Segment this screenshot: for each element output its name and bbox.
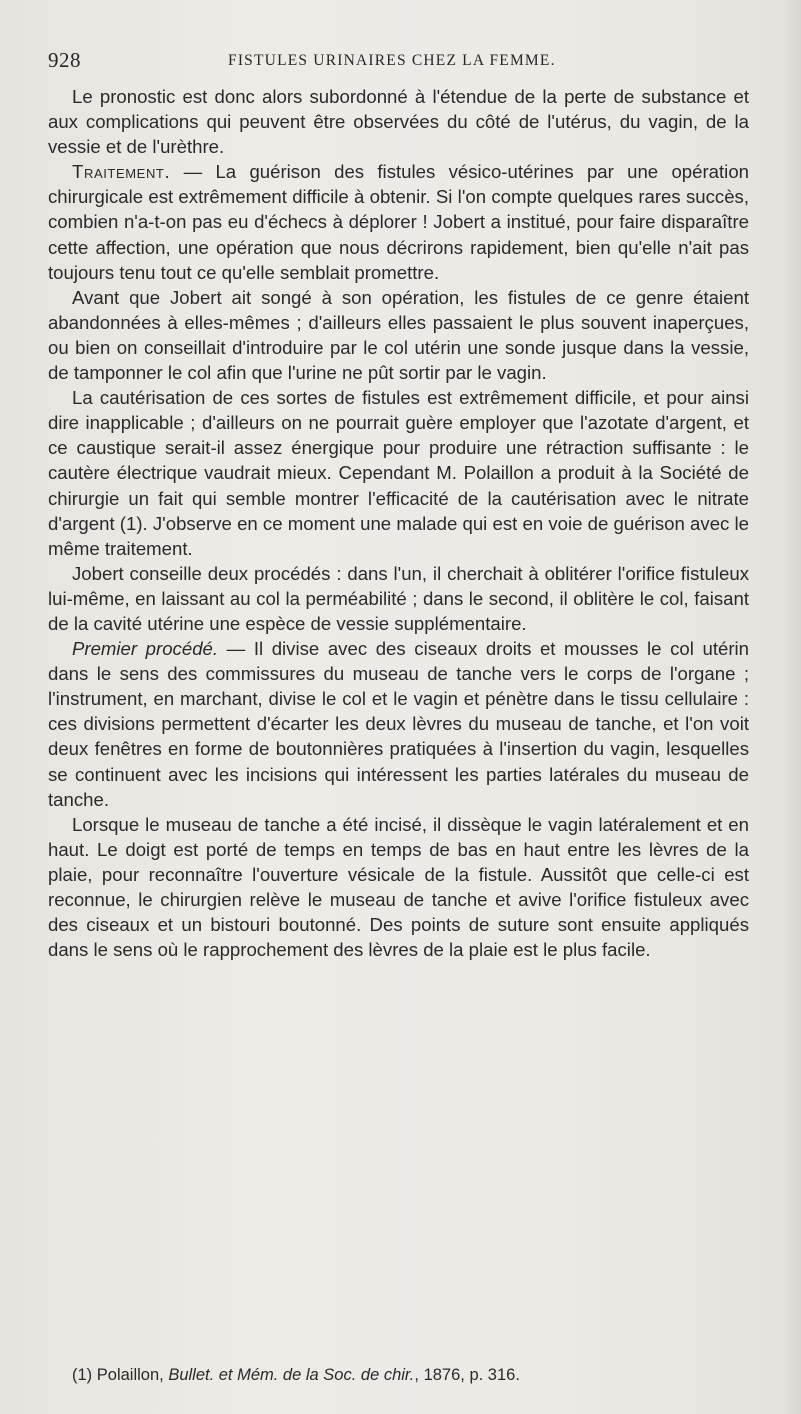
page-number: 928 (48, 48, 81, 72)
paragraph-traitement-text: — La guérison des fistules vésico-utérines par une opération chirurgicale est extrêmement difficile à obtenir. Si l'on compte quelques rares succès, combien n'a-t-on pas eu d'échecs à déplorer ! Jobert a institué, pour faire disparaître cette affection, une opération que nous décrirons rapidement, bien qu'elle n'ait pas toujours tenu tout ce qu'elle semblait promettre. (48, 161, 749, 283)
page-edge-shadow (783, 0, 801, 1414)
paragraph-cauterisation: La cautérisation de ces sortes de fistules est extrêmement difficile, et pour ainsi dire inapplicable ; d'ailleurs on ne pourrait guère employer que l'azotate d'argent, et ce caustique serait-il assez énergique pour produire une rétraction suffisante : le cautère électrique vaudrait mieux. Cependant M. Polaillon a produit à la Société de chirurgie un fait qui semble montrer l'efficacité de la cautérisation avec le nitrate d'argent (1). J'observe en ce moment une malade qui est en voie de guérison avec le même traitement. (48, 387, 749, 559)
body-text (48, 84, 749, 962)
footnote-marker: (1) (72, 1366, 93, 1384)
running-title: FISTULES URINAIRES CHEZ LA FEMME. (228, 52, 556, 69)
paragraph-museau-de-tanche: Lorsque le museau de tanche a été incisé, il dissèque le vagin latéralement et en haut. Le doigt est porté de temps en temps de bas en haut entre les lèvres de la plaie, pour reconnaître l'ouverture vésicale de la fistule. Aussitôt que celle-ci est reconnue, le chirurgien relève le museau de tanche et avive l'orifice fistuleux avec des ciseaux et un bistouri boutonné. Des points de suture sont ensuite appliqués dans le sens où le rapprochement des lèvres de la plaie est le plus facile. (48, 813, 749, 961)
footnote-reference: , 1876, p. 316. (414, 1366, 520, 1384)
paragraph-premier-procede (48, 636, 749, 812)
page-header (48, 48, 748, 78)
footnote-journal: Bullet. et Mém. de la Soc. de chir. (168, 1366, 415, 1384)
paragraph-pronostic: Le pronostic est donc alors subordonné à l'étendue de la perte de substance et aux complications qui peuvent être observées du côté de l'utérus, du vagin, de la vessie et de l'urèthre. (48, 86, 749, 158)
footnote-author: Polaillon, (92, 1366, 169, 1384)
footnote (72, 1364, 749, 1386)
paragraph-premier-procede-text: — Il divise avec des ciseaux droits et mousses le col utérin dans le sens des commissures du museau de tanche vers le corps de l'organe ; l'instrument, en marchant, divise le col et le vagin et pénètre dans le tissu cellulaire : ces divisions permettent d'écarter les deux lèvres du museau de tanche, et l'on voit deux fenêtres en forme de boutonnières pratiquées à l'insertion du vagin, lesquelles se continuent avec les incisions qui intéressent les parties latérales du museau de tanche. (48, 638, 749, 810)
section-heading-traitement: Traitement. (72, 161, 171, 183)
paragraph-avant-jobert: Avant que Jobert ait songé à son opération, les fistules de ce genre étaient abandonnées à elles-mêmes ; d'ailleurs elles passaient le plus souvent inaperçues, ou bien on conseillait d'introduire par le col utérin une sonde jusque dans la vessie, de tamponner le col afin que l'urine ne pût sortir par le vagin. (48, 286, 749, 384)
paragraph-traitement (48, 159, 749, 284)
paragraph-deux-procedes: Jobert conseille deux procédés : dans l'un, il cherchait à oblitérer l'orifice fistuleux lui-même, en laissant au col la perméabilité ; dans le second, il oblitère le col, faisant de la cavité utérine une espèce de vessie supplémentaire. (48, 562, 749, 634)
subheading-premier-procede: Premier procédé. (72, 638, 219, 660)
